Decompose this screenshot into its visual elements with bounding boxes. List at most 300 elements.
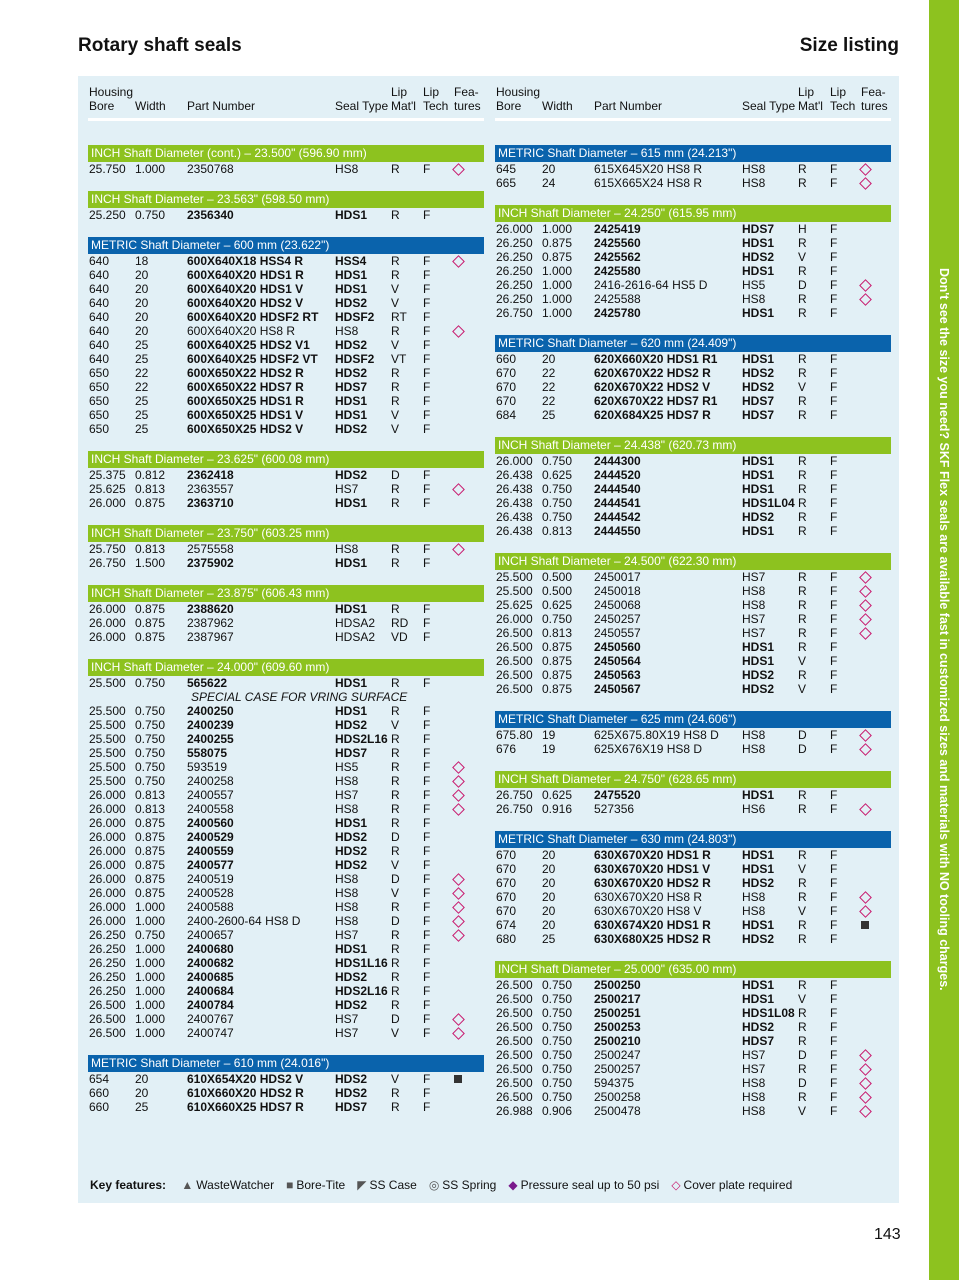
cell-part-number: 2450257	[594, 612, 641, 626]
cell-lip-material: V	[391, 422, 400, 436]
cell-seal-type: HDS1	[742, 992, 775, 1006]
cell-width: 0.750	[542, 510, 573, 524]
cell-bore: 26.000	[496, 612, 533, 626]
cell-lip-tech: F	[830, 890, 838, 904]
shaft-section	[495, 831, 891, 946]
table-row	[495, 278, 891, 292]
table-row	[495, 598, 891, 612]
cell-seal-type: HDS7	[742, 394, 775, 408]
cover-plate-icon	[454, 774, 463, 789]
cell-width: 1.000	[135, 914, 166, 928]
cell-lip-material: V	[391, 296, 400, 310]
cover-plate-diamond-icon	[859, 177, 872, 190]
cell-width: 0.813	[542, 524, 573, 538]
cover-plate-diamond-icon	[859, 905, 872, 918]
cell-lip-material: V	[391, 718, 400, 732]
cell-bore: 675.80	[496, 728, 533, 742]
cell-lip-tech: F	[423, 788, 431, 802]
cell-lip-material: R	[798, 626, 807, 640]
cell-seal-type: HDS1	[742, 468, 775, 482]
cell-bore: 26.500	[496, 668, 533, 682]
cell-width: 20	[135, 282, 149, 296]
cell-seal-type: HDS2	[742, 876, 775, 890]
cell-bore: 26.250	[496, 264, 533, 278]
cell-width: 0.750	[135, 208, 166, 222]
cover-plate-diamond-icon	[452, 803, 465, 816]
table-row	[88, 394, 484, 408]
cell-part-number: 2475520	[594, 788, 641, 802]
cell-part-number: 2500258	[594, 1090, 641, 1104]
cell-seal-type: HDS2	[742, 250, 775, 264]
cell-width: 0.875	[542, 236, 573, 250]
table-row	[88, 616, 484, 630]
cell-seal-type: HS8	[335, 542, 359, 556]
cell-lip-tech: F	[830, 380, 838, 394]
cell-width: 20	[135, 268, 149, 282]
cell-lip-material: R	[391, 942, 400, 956]
table-row	[495, 682, 891, 696]
cell-lip-tech: F	[423, 602, 431, 616]
cell-part-number: 2400255	[187, 732, 234, 746]
cell-lip-material: D	[798, 742, 807, 756]
cell-lip-material: R	[798, 978, 807, 992]
cover-plate-icon	[454, 788, 463, 803]
cell-width: 25	[542, 408, 556, 422]
cell-width: 0.875	[135, 816, 166, 830]
cell-lip-material: R	[798, 306, 807, 320]
cell-part-number: 2450567	[594, 682, 641, 696]
cell-part-number: 2500217	[594, 992, 641, 1006]
shaft-section	[495, 205, 891, 320]
cell-width: 0.875	[542, 682, 573, 696]
cell-lip-material: R	[391, 956, 400, 970]
table-row	[88, 352, 484, 366]
cell-bore: 26.250	[496, 292, 533, 306]
table-row	[88, 1086, 484, 1100]
cell-lip-material: R	[391, 746, 400, 760]
cell-bore: 26.500	[496, 1090, 533, 1104]
cell-lip-tech: F	[423, 858, 431, 872]
cell-bore: 26.500	[496, 682, 533, 696]
cell-lip-tech: F	[423, 718, 431, 732]
left-column	[88, 76, 484, 1114]
cell-bore: 640	[89, 254, 110, 268]
cell-width: 1.000	[135, 998, 166, 1012]
table-row	[88, 556, 484, 570]
section-header-bar: METRIC Shaft Diameter – 620 mm (24.409")	[495, 335, 891, 352]
cell-part-number: 2450560	[594, 640, 641, 654]
header-lip-tech-1: Lip	[423, 85, 440, 99]
cell-seal-type: HDS7	[335, 380, 368, 394]
header-seal-type: Seal Type	[335, 99, 389, 113]
table-row	[495, 904, 891, 918]
cell-lip-tech: F	[423, 746, 431, 760]
cover-plate-diamond-icon	[452, 887, 465, 900]
cell-lip-tech: F	[830, 612, 838, 626]
cell-lip-tech: F	[830, 598, 838, 612]
shaft-section	[495, 145, 891, 190]
cell-lip-tech: F	[830, 222, 838, 236]
cell-part-number: 593519	[187, 760, 228, 774]
cover-plate-icon	[861, 278, 870, 293]
table-row	[495, 584, 891, 598]
cell-bore: 26.000	[89, 788, 126, 802]
table-row	[495, 366, 891, 380]
cell-seal-type: HDS1	[335, 942, 368, 956]
cell-seal-type: HS8	[742, 584, 766, 598]
cell-lip-tech: F	[423, 1072, 431, 1086]
cell-lip-material: R	[391, 802, 400, 816]
cell-seal-type: HS8	[335, 914, 359, 928]
cell-bore: 645	[496, 162, 517, 176]
cell-bore: 26.500	[496, 626, 533, 640]
key-features-list	[181, 1178, 804, 1192]
cell-bore: 25.375	[89, 468, 126, 482]
table-row	[495, 162, 891, 176]
cell-lip-material: V	[798, 250, 807, 264]
cover-plate-icon	[454, 900, 463, 915]
cell-width: 0.813	[135, 788, 166, 802]
cell-part-number: 2500247	[594, 1048, 641, 1062]
table-row	[88, 1100, 484, 1114]
cell-lip-material: R	[391, 556, 400, 570]
table-row	[495, 222, 891, 236]
header-lip-tech-2: Tech	[830, 99, 856, 113]
table-row	[495, 978, 891, 992]
table-row	[495, 292, 891, 306]
key-feature-item	[508, 1178, 659, 1192]
row-note: SPECIAL CASE FOR VRING SURFACE	[191, 690, 408, 704]
cell-width: 1.000	[542, 278, 573, 292]
cell-seal-type: HDS2	[335, 1072, 368, 1086]
cell-lip-material: R	[798, 640, 807, 654]
cell-part-number: 600X650X22 HDS2 R	[187, 366, 304, 380]
cell-lip-tech: F	[830, 1090, 838, 1104]
cover-plate-icon	[454, 802, 463, 817]
cell-part-number: 2400557	[187, 788, 234, 802]
cell-part-number: 610X660X25 HDS7 R	[187, 1100, 304, 1114]
cell-width: 1.000	[135, 162, 166, 176]
key-feature-item	[181, 1178, 274, 1192]
cell-seal-type: HDS1	[742, 352, 775, 366]
cell-width: 18	[135, 254, 149, 268]
cell-lip-tech: F	[830, 802, 838, 816]
cell-lip-material: D	[391, 1012, 400, 1026]
cell-lip-material: R	[391, 928, 400, 942]
cell-seal-type: HDS2	[335, 1086, 368, 1100]
table-row	[495, 862, 891, 876]
cover-plate-icon	[861, 802, 870, 817]
cell-width: 0.875	[135, 872, 166, 886]
cover-plate-diamond-icon	[859, 1105, 872, 1118]
cell-lip-material: R	[798, 366, 807, 380]
cover-plate-diamond-icon	[452, 1013, 465, 1026]
cell-lip-tech: F	[423, 496, 431, 510]
cell-lip-tech: F	[830, 848, 838, 862]
cell-width: 0.813	[135, 482, 166, 496]
table-row	[495, 612, 891, 626]
cell-part-number: 600X640X18 HSS4 R	[187, 254, 304, 268]
cell-lip-tech: F	[830, 292, 838, 306]
cell-width: 0.750	[542, 496, 573, 510]
cell-lip-material: V	[798, 904, 807, 918]
cell-width: 0.750	[542, 1076, 573, 1090]
cell-width: 1.000	[135, 942, 166, 956]
table-row	[88, 900, 484, 914]
cell-seal-type: HDS7	[335, 746, 368, 760]
table-row	[495, 236, 891, 250]
cell-bore: 26.000	[496, 222, 533, 236]
cell-lip-tech: F	[423, 970, 431, 984]
cell-lip-material: R	[798, 876, 807, 890]
cell-width: 0.750	[542, 1090, 573, 1104]
cell-seal-type: HDS7	[742, 1034, 775, 1048]
cell-part-number: 2416-2616-64 HS5 D	[594, 278, 708, 292]
cell-seal-type: HS7	[335, 1012, 359, 1026]
cover-plate-icon	[861, 904, 870, 919]
cell-bore: 650	[89, 422, 110, 436]
table-row	[495, 1062, 891, 1076]
cell-seal-type: HDS1	[742, 306, 775, 320]
table-row	[88, 732, 484, 746]
cell-lip-tech: F	[423, 956, 431, 970]
cell-width: 0.813	[135, 542, 166, 556]
cell-width: 0.750	[135, 704, 166, 718]
cell-bore: 670	[496, 848, 517, 862]
cell-bore: 26.000	[89, 630, 126, 644]
cell-lip-tech: F	[830, 978, 838, 992]
cell-lip-material: R	[391, 998, 400, 1012]
cell-lip-tech: F	[423, 872, 431, 886]
cell-seal-type: HS8	[742, 1076, 766, 1090]
cell-lip-tech: F	[423, 886, 431, 900]
cell-lip-tech: F	[830, 584, 838, 598]
sidebar-text: Don't see the size you need? SKF Flex seals are available fast in customized sizes and materials with NO tooling charges.	[937, 268, 951, 991]
cell-width: 0.750	[542, 612, 573, 626]
cell-lip-material: R	[391, 268, 400, 282]
table-row	[88, 310, 484, 324]
cell-part-number: 2444542	[594, 510, 641, 524]
cell-bore: 25.500	[89, 732, 126, 746]
cell-lip-material: D	[391, 468, 400, 482]
cell-lip-tech: F	[423, 760, 431, 774]
cell-lip-material: V	[391, 886, 400, 900]
cell-bore: 640	[89, 352, 110, 366]
table-row	[495, 482, 891, 496]
cell-bore: 26.250	[89, 984, 126, 998]
cell-part-number: 2444540	[594, 482, 641, 496]
cell-seal-type: HDS2	[335, 970, 368, 984]
header-features-1: Fea-	[861, 85, 886, 99]
section-header-bar: INCH Shaft Diameter – 24.750" (628.65 mm)	[495, 771, 891, 788]
table-row	[495, 510, 891, 524]
cell-seal-type: HDSF2	[335, 352, 375, 366]
cell-lip-material: R	[391, 542, 400, 556]
cell-lip-tech: F	[830, 162, 838, 176]
cell-part-number: 2400577	[187, 858, 234, 872]
table-row	[88, 602, 484, 616]
cover-plate-diamond-icon	[452, 901, 465, 914]
header-width: Width	[135, 99, 166, 113]
right-sections	[495, 145, 891, 1118]
cell-lip-material: V	[798, 380, 807, 394]
cover-plate-diamond-icon	[859, 293, 872, 306]
cell-lip-tech: F	[830, 482, 838, 496]
cell-lip-material: R	[798, 598, 807, 612]
bore-tite-square-icon	[861, 921, 869, 929]
cell-lip-material: VT	[391, 352, 407, 366]
table-row	[495, 306, 891, 320]
cell-bore: 674	[496, 918, 517, 932]
cell-seal-type: HDS1	[742, 918, 775, 932]
cell-width: 0.875	[542, 654, 573, 668]
header-lip-tech-2: Tech	[423, 99, 449, 113]
cell-bore: 660	[89, 1086, 110, 1100]
cell-seal-type: HDS2	[742, 380, 775, 394]
cell-width: 20	[135, 1086, 149, 1100]
cell-width: 0.875	[135, 602, 166, 616]
cell-lip-material: RT	[391, 310, 407, 324]
cell-lip-material: R	[798, 1034, 807, 1048]
cell-width: 0.750	[135, 676, 166, 690]
cell-lip-material: R	[391, 1100, 400, 1114]
header-bore-1: Housing	[496, 85, 541, 99]
cell-bore: 26.250	[89, 928, 126, 942]
cell-lip-tech: F	[423, 268, 431, 282]
cell-part-number: 620X670X22 HDS7 R1	[594, 394, 718, 408]
cell-bore: 26.750	[496, 802, 533, 816]
cell-part-number: 2425588	[594, 292, 641, 306]
cell-seal-type: HDS1	[742, 482, 775, 496]
cell-seal-type: HDSA2	[335, 630, 376, 644]
bore-tite-icon	[454, 1072, 462, 1086]
cell-seal-type: HDSA2	[335, 616, 376, 630]
table-row	[495, 1034, 891, 1048]
key-feature-item	[286, 1178, 345, 1192]
cell-seal-type: HS7	[335, 1026, 359, 1040]
cell-seal-type: HDS1	[335, 676, 368, 690]
cell-lip-material: R	[391, 816, 400, 830]
cell-lip-material: R	[391, 676, 400, 690]
cell-bore: 26.000	[89, 886, 126, 900]
table-row	[88, 296, 484, 310]
table-row	[88, 630, 484, 644]
cell-seal-type: HS8	[742, 1090, 766, 1104]
cell-part-number: 2388620	[187, 602, 234, 616]
cell-lip-tech: F	[830, 918, 838, 932]
cell-seal-type: HDS1	[335, 408, 368, 422]
cell-width: 22	[542, 394, 556, 408]
cell-lip-tech: F	[423, 1026, 431, 1040]
header-lip-mat-2: Mat'l	[798, 99, 823, 113]
cell-lip-tech: F	[830, 264, 838, 278]
cover-plate-icon	[861, 584, 870, 599]
cell-bore: 26.500	[89, 1012, 126, 1026]
cell-lip-material: V	[391, 858, 400, 872]
cell-part-number: 2450563	[594, 668, 641, 682]
table-row	[495, 570, 891, 584]
cell-seal-type: HDS1	[742, 524, 775, 538]
cell-lip-material: RD	[391, 616, 409, 630]
cell-width: 22	[542, 366, 556, 380]
cell-bore: 654	[89, 1072, 110, 1086]
cell-bore: 640	[89, 338, 110, 352]
cell-lip-tech: F	[830, 728, 838, 742]
key-features	[90, 1178, 816, 1192]
cell-bore: 26.438	[496, 496, 533, 510]
cell-lip-material: R	[798, 802, 807, 816]
cover-plate-diamond-icon	[859, 1077, 872, 1090]
cell-lip-tech: F	[423, 802, 431, 816]
cell-part-number: 2362418	[187, 468, 234, 482]
cell-lip-material: R	[798, 408, 807, 422]
cell-seal-type: HDS1	[742, 454, 775, 468]
cell-bore: 26.250	[496, 278, 533, 292]
cell-lip-material: D	[391, 830, 400, 844]
cell-lip-material: D	[391, 914, 400, 928]
cell-seal-type: HDS1	[335, 496, 368, 510]
cell-width: 0.750	[542, 482, 573, 496]
cell-width: 0.625	[542, 788, 573, 802]
cell-lip-material: V	[798, 1104, 807, 1118]
key-feature-item	[671, 1178, 792, 1192]
cell-seal-type: HDS1L16	[335, 956, 388, 970]
cell-part-number: 2400784	[187, 998, 234, 1012]
cover-plate-diamond-icon	[452, 929, 465, 942]
cell-lip-tech: F	[830, 654, 838, 668]
cover-plate-icon	[861, 1048, 870, 1063]
table-row	[88, 690, 484, 704]
cell-bore: 650	[89, 366, 110, 380]
cell-width: 0.750	[542, 1034, 573, 1048]
cell-width: 1.000	[542, 264, 573, 278]
header-part-number: Part Number	[187, 99, 256, 113]
table-row	[495, 742, 891, 756]
table-row	[495, 876, 891, 890]
key-feature-label: Pressure seal up to 50 psi	[520, 1178, 660, 1192]
cover-plate-icon	[454, 482, 463, 497]
cell-lip-tech: F	[830, 904, 838, 918]
cell-seal-type: HS8	[335, 802, 359, 816]
cell-lip-tech: F	[423, 616, 431, 630]
cell-width: 0.750	[135, 774, 166, 788]
cell-lip-material: R	[391, 482, 400, 496]
cell-seal-type: HS8	[335, 774, 359, 788]
cell-width: 0.500	[542, 584, 573, 598]
cover-plate-diamond-icon	[859, 627, 872, 640]
cover-plate-diamond-icon	[452, 163, 465, 176]
cover-plate-diamond-icon	[452, 789, 465, 802]
cell-part-number: 630X670X20 HDS1 V	[594, 862, 711, 876]
cell-seal-type: HDS1	[335, 704, 368, 718]
shaft-section	[88, 145, 484, 176]
cell-part-number: 2375902	[187, 556, 234, 570]
cell-lip-material: R	[391, 844, 400, 858]
cover-plate-diamond-icon	[859, 613, 872, 626]
cell-part-number: 2425580	[594, 264, 641, 278]
table-row	[495, 408, 891, 422]
cell-width: 20	[542, 162, 556, 176]
cell-lip-material: R	[391, 394, 400, 408]
table-row	[495, 992, 891, 1006]
size-listing-panel	[78, 76, 899, 1203]
left-sections	[88, 145, 484, 1114]
cell-part-number: 2500251	[594, 1006, 641, 1020]
cell-width: 20	[542, 904, 556, 918]
cell-part-number: 610X660X20 HDS2 R	[187, 1086, 304, 1100]
cell-seal-type: HDS1	[742, 264, 775, 278]
cover-plate-diamond-icon	[859, 279, 872, 292]
